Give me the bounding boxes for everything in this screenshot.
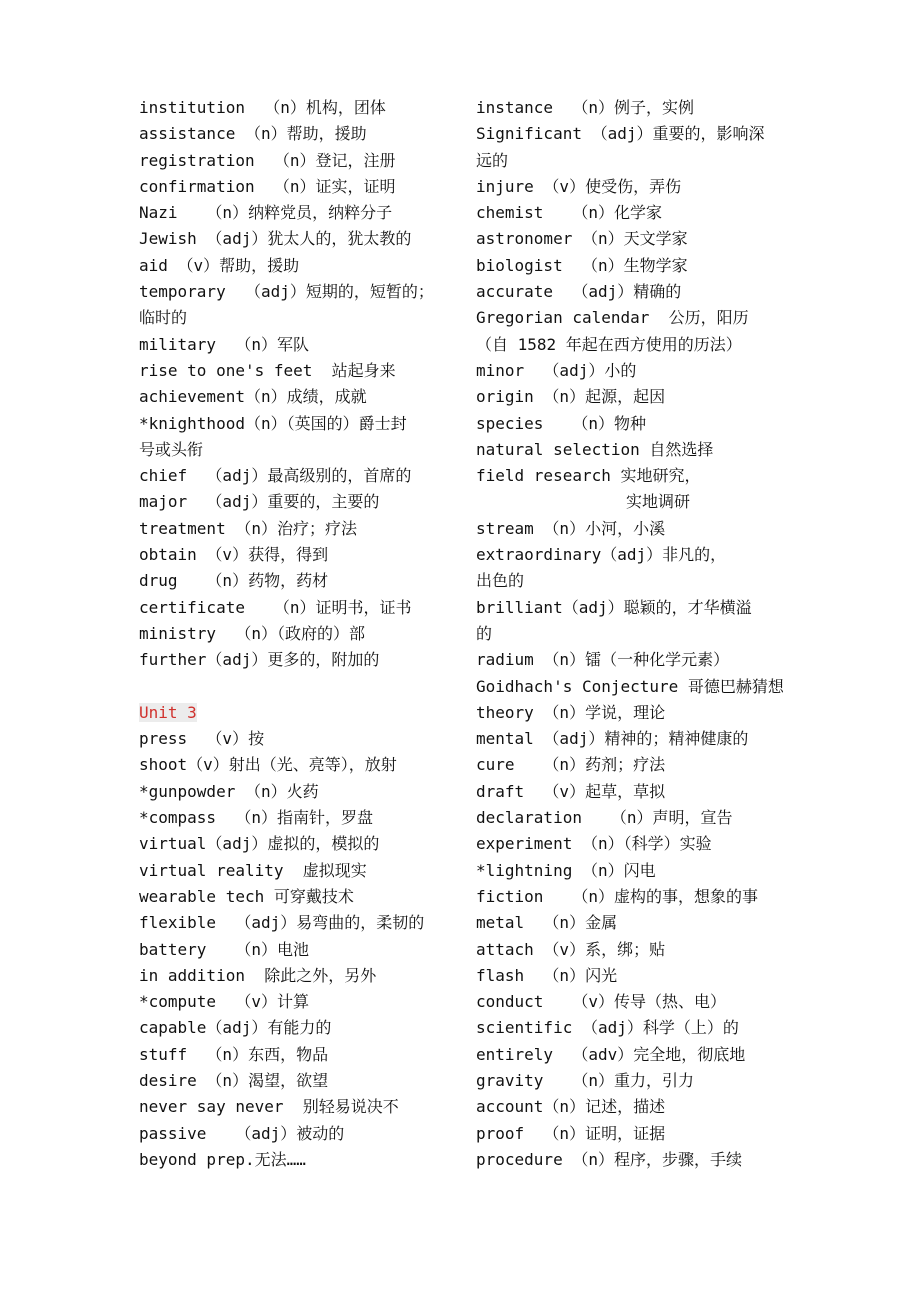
vocabulary-line: chemist （n）化学家 <box>476 203 662 223</box>
vocabulary-line: theory （n）学说，理论 <box>476 702 666 722</box>
vocabulary-line: attach （v）系，绑；贴 <box>476 939 666 959</box>
vocabulary-line: natural selection 自然选择 <box>476 439 714 459</box>
vocabulary-line: instance （n）例子，实例 <box>476 98 694 117</box>
vocabulary-line: temporary （adj）短期的，短暂的； <box>139 282 434 302</box>
vocabulary-line: species （n）物种 <box>476 413 646 433</box>
vocabulary-line: Nazi （n）纳粹党员，纳粹分子 <box>139 203 393 223</box>
vocabulary-line: minor （adj）小的 <box>476 360 637 380</box>
vocabulary-line: shoot（v）射出（光、亮等），放射 <box>139 755 397 775</box>
vocabulary-line: radium （n）镭（一种化学元素） <box>476 650 730 670</box>
unit-heading-label: Unit 3 <box>139 702 197 722</box>
vocabulary-line: proof （n）证明，证据 <box>476 1123 666 1143</box>
vocabulary-line: declaration （n）声明，宣告 <box>476 808 733 828</box>
vocabulary-line: major （adj）重要的，主要的 <box>139 492 380 512</box>
vocabulary-line: never say never 别轻易说决不 <box>139 1097 399 1117</box>
vocabulary-line: Significant （adj）重要的，影响深 <box>476 124 765 144</box>
vocabulary-line: obtain （v）获得，得到 <box>139 545 329 565</box>
vocabulary-line: further（adj）更多的，附加的 <box>139 650 380 670</box>
vocabulary-line: desire （n）渴望，欲望 <box>139 1070 329 1090</box>
vocabulary-line: accurate （adj）精确的 <box>476 282 682 302</box>
unit-heading <box>139 700 459 726</box>
vocabulary-line: field research 实地研究， <box>476 466 701 486</box>
vocabulary-line: injure （v）使受伤，弄伤 <box>476 176 682 196</box>
vocabulary-line: passive （adj）被动的 <box>139 1123 345 1143</box>
vocabulary-line: stream （n）小河，小溪 <box>476 518 666 538</box>
vocabulary-column-left <box>139 95 459 1173</box>
vocabulary-line: 临时的 <box>139 308 188 328</box>
vocabulary-line: assistance （n）帮助，援助 <box>139 124 367 144</box>
vocabulary-line: *knighthood（n）（英国的）爵士封 <box>139 413 407 433</box>
vocabulary-line: extraordinary（adj）非凡的， <box>476 545 727 565</box>
vocabulary-line: treatment （n）治疗；疗法 <box>139 518 357 538</box>
vocabulary-line: 的 <box>476 623 493 643</box>
vocabulary-line: rise to one's feet 站起身来 <box>139 360 396 380</box>
vocabulary-line: military （n）军队 <box>139 334 309 354</box>
vocabulary-line: biologist （n）生物学家 <box>476 255 688 275</box>
vocabulary-line: draft （v）起草，草拟 <box>476 781 666 801</box>
vocabulary-line: institution （n）机构，团体 <box>139 98 386 117</box>
vocabulary-line: chief （adj）最高级别的，首席的 <box>139 466 412 486</box>
vocabulary-line: achievement（n）成绩，成就 <box>139 387 367 407</box>
vocabulary-line: 实地调研 <box>626 492 691 512</box>
vocabulary-line: 号或头衔 <box>139 439 204 459</box>
blank-line <box>139 674 459 700</box>
vocabulary-line: virtual reality 虚拟现实 <box>139 860 367 880</box>
vocabulary-line: confirmation （n）证实，证明 <box>139 176 396 196</box>
vocabulary-line: virtual（adj）虚拟的，模拟的 <box>139 834 380 854</box>
vocabulary-line: ministry （n）（政府的）部 <box>139 623 365 643</box>
vocabulary-line: in addition 除此之外，另外 <box>139 965 377 985</box>
vocabulary-line: experiment （n）（科学）实验 <box>476 834 712 854</box>
vocabulary-line: battery （n）电池 <box>139 939 309 959</box>
vocabulary-column-right <box>476 95 786 1173</box>
vocabulary-line: *compass （n）指南针，罗盘 <box>139 808 373 828</box>
vocabulary-line: certificate （n）证明书，证书 <box>139 597 412 617</box>
vocabulary-line: brilliant（adj）聪颖的，才华横溢 <box>476 597 752 617</box>
vocabulary-line: registration （n）登记，注册 <box>139 150 396 170</box>
vocabulary-line: drug （n）药物，药材 <box>139 571 329 591</box>
vocabulary-line: origin （n）起源，起因 <box>476 387 666 407</box>
vocabulary-line: cure （n）药剂；疗法 <box>476 755 666 775</box>
vocabulary-line: beyond prep.无法…… <box>139 1149 306 1169</box>
vocabulary-line: flash （n）闪光 <box>476 965 618 985</box>
vocabulary-line: wearable tech 可穿戴技术 <box>139 886 354 906</box>
vocabulary-line: （自 1582 年起在西方使用的历法） <box>476 334 742 354</box>
vocabulary-line: procedure （n）程序，步骤，手续 <box>476 1149 742 1169</box>
vocabulary-line: 出色的 <box>476 571 525 591</box>
vocabulary-line: gravity （n）重力，引力 <box>476 1070 694 1090</box>
vocabulary-line: conduct （v）传导（热、电） <box>476 992 726 1012</box>
vocabulary-line: Goidhach's Conjecture 哥德巴赫猜想 <box>476 676 784 696</box>
vocabulary-line: stuff （n）东西，物品 <box>139 1044 329 1064</box>
vocabulary-line: fiction （n）虚构的事，想象的事 <box>476 886 758 906</box>
vocabulary-line: account（n）记述，描述 <box>476 1097 666 1117</box>
vocabulary-line: *gunpowder （n）火药 <box>139 781 319 801</box>
vocabulary-line: *lightning （n）闪电 <box>476 860 656 880</box>
vocabulary-line: *compute （v）计算 <box>139 992 309 1012</box>
vocabulary-line: capable（adj）有能力的 <box>139 1018 332 1038</box>
vocabulary-line: astronomer （n）天文学家 <box>476 229 688 249</box>
vocabulary-line: flexible （adj）易弯曲的，柔韧的 <box>139 913 425 933</box>
vocabulary-line: Jewish （adj）犹太人的，犹太教的 <box>139 229 412 249</box>
vocabulary-line: aid （v）帮助，援助 <box>139 255 300 275</box>
vocabulary-line: entirely （adv）完全地，彻底地 <box>476 1044 746 1064</box>
vocabulary-line: scientific （adj）科学（上）的 <box>476 1018 739 1038</box>
vocabulary-line: press （v）按 <box>139 729 265 749</box>
vocabulary-line: mental （adj）精神的；精神健康的 <box>476 729 749 749</box>
vocabulary-line: metal （n）金属 <box>476 913 618 933</box>
vocabulary-line: 远的 <box>476 150 509 170</box>
vocabulary-line: Gregorian calendar 公历，阳历 <box>476 308 749 328</box>
